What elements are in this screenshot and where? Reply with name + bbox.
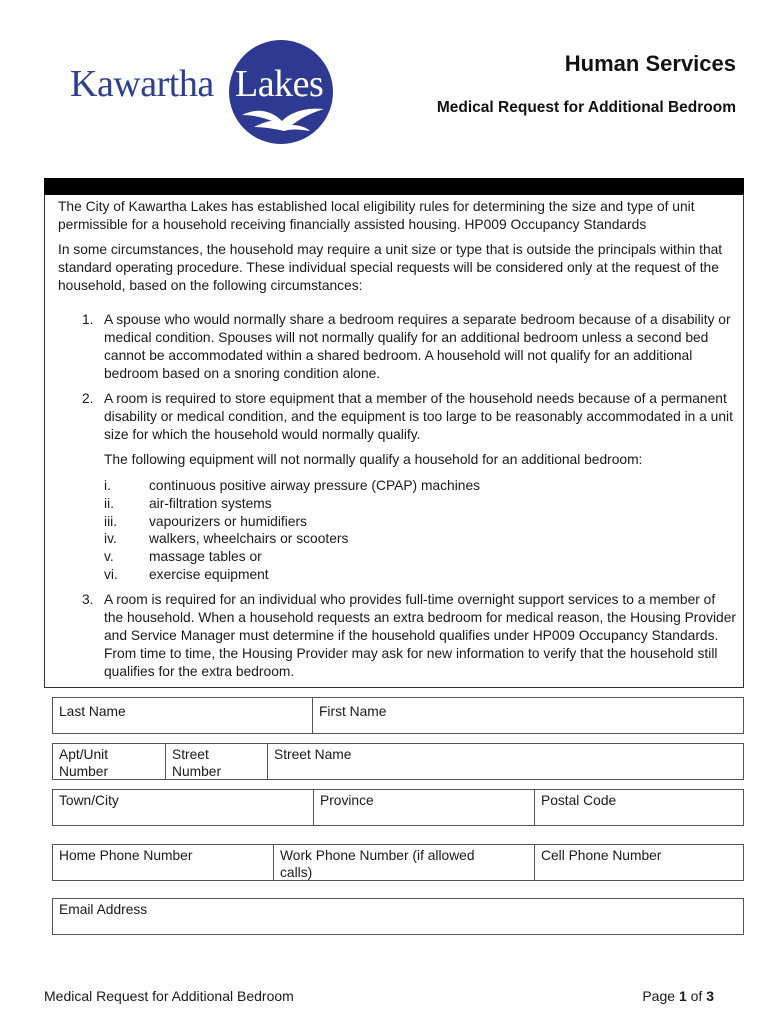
intro-paragraph-1: The City of Kawartha Lakes has established local eligibility rules for determining the size and type of unit permissible for a household receiving financially assisted housing. HP009 Occupancy Standards bbox=[58, 199, 695, 232]
intro-paragraph-2: In some circumstances, the household may require a unit size or type that is outside the principals within that standard operating procedure. These individual special requests will be considered only at the request of the household, based on the following circumstances: bbox=[58, 242, 723, 293]
page-current: 1 bbox=[678, 988, 687, 1004]
street-number-label: Street Number bbox=[172, 747, 222, 779]
equipment-number: iii. bbox=[104, 514, 118, 529]
apt-unit-field[interactable] bbox=[53, 744, 153, 779]
address-row bbox=[52, 743, 744, 780]
home-phone-label: Home Phone Number bbox=[59, 848, 193, 863]
list-item: A spouse who would normally share a bedroom requires a separate bedroom because of a disability or medical condition. Spouses will not normally qualify for an additional bedroom unless a second bed cannot be accommodated within a shared bedroom. A household will not qualify for an additional bedroom based on a snoring condition alone. bbox=[104, 312, 731, 381]
equipment-item: continuous positive airway pressure (CPAP) machines bbox=[149, 478, 481, 493]
street-number-field[interactable] bbox=[165, 744, 267, 779]
list-item-number: 1. bbox=[82, 312, 94, 327]
town-city-field[interactable] bbox=[53, 790, 313, 825]
equipment-number: v. bbox=[104, 549, 114, 564]
province-label: Province bbox=[320, 793, 374, 808]
home-phone-field[interactable] bbox=[53, 845, 273, 880]
equipment-intro: The following equipment will not normally qualify a household for an additional bedroom: bbox=[104, 452, 643, 467]
work-phone-label: Work Phone Number (if allowed calls) bbox=[280, 848, 475, 880]
equipment-number: ii. bbox=[104, 496, 114, 511]
name-row bbox=[52, 697, 744, 734]
street-name-field[interactable] bbox=[267, 744, 743, 779]
footer-title: Medical Request for Additional Bedroom bbox=[44, 988, 294, 1004]
page-total: 3 bbox=[706, 988, 714, 1004]
equipment-number: iv. bbox=[104, 531, 117, 546]
equipment-item: vapourizers or humidifiers bbox=[149, 514, 307, 529]
logo-text-lakes: Lakes bbox=[235, 63, 324, 105]
page-title: Human Services bbox=[564, 51, 736, 76]
postal-code-label: Postal Code bbox=[541, 793, 617, 808]
email-label: Email Address bbox=[59, 902, 148, 917]
equipment-item: air-filtration systems bbox=[149, 496, 272, 511]
last-name-field[interactable] bbox=[53, 698, 307, 733]
equipment-number: vi. bbox=[104, 567, 118, 582]
section-bar bbox=[44, 178, 744, 195]
list-item-number: 2. bbox=[82, 391, 94, 406]
eagle-icon bbox=[238, 101, 328, 137]
cell-phone-label: Cell Phone Number bbox=[541, 848, 662, 863]
equipment-item: walkers, wheelchairs or scooters bbox=[149, 531, 349, 546]
page-prefix: Page bbox=[642, 988, 679, 1004]
logo-text-kawartha: Kawartha bbox=[70, 63, 214, 105]
equipment-number: i. bbox=[104, 478, 111, 493]
list-item-number: 3. bbox=[82, 592, 94, 607]
street-name-label: Street Name bbox=[274, 747, 352, 762]
email-field[interactable] bbox=[52, 898, 744, 935]
email-label-wrap bbox=[53, 899, 153, 923]
first-name-label: First Name bbox=[319, 704, 387, 719]
city-row bbox=[52, 789, 744, 826]
list-item: A room is required for an individual who provides full-time overnight support services to a member of the household. When a household requests an extra bedroom for medical reason, the Housing Provider and Service Manager must determine if the household qualifies under HP009 Occupancy Standards. From time to time, the Housing Provider may ask for new information to verify that the household still qualifies for the extra bedroom. bbox=[104, 592, 736, 679]
last-name-label: Last Name bbox=[59, 704, 126, 719]
province-field[interactable] bbox=[313, 790, 534, 825]
town-city-label: Town/City bbox=[59, 793, 119, 808]
cell-phone-field[interactable] bbox=[534, 845, 743, 880]
list-item: A room is required to store equipment that a member of the household needs because of a permanent disability or medical condition, and the equipment is too large to be reasonably accommodated in a unit size for which the household would normally qualify. bbox=[104, 391, 733, 442]
apt-unit-label: Apt/Unit Number bbox=[59, 747, 109, 779]
work-phone-field[interactable] bbox=[273, 845, 534, 880]
page-mid: of bbox=[686, 988, 707, 1004]
page-subtitle: Medical Request for Additional Bedroom bbox=[436, 99, 736, 116]
phone-row bbox=[52, 844, 744, 881]
equipment-item: exercise equipment bbox=[149, 567, 269, 582]
first-name-field[interactable] bbox=[312, 698, 743, 733]
postal-code-field[interactable] bbox=[534, 790, 743, 825]
equipment-item: massage tables or bbox=[149, 549, 262, 564]
page-number bbox=[642, 988, 714, 1004]
